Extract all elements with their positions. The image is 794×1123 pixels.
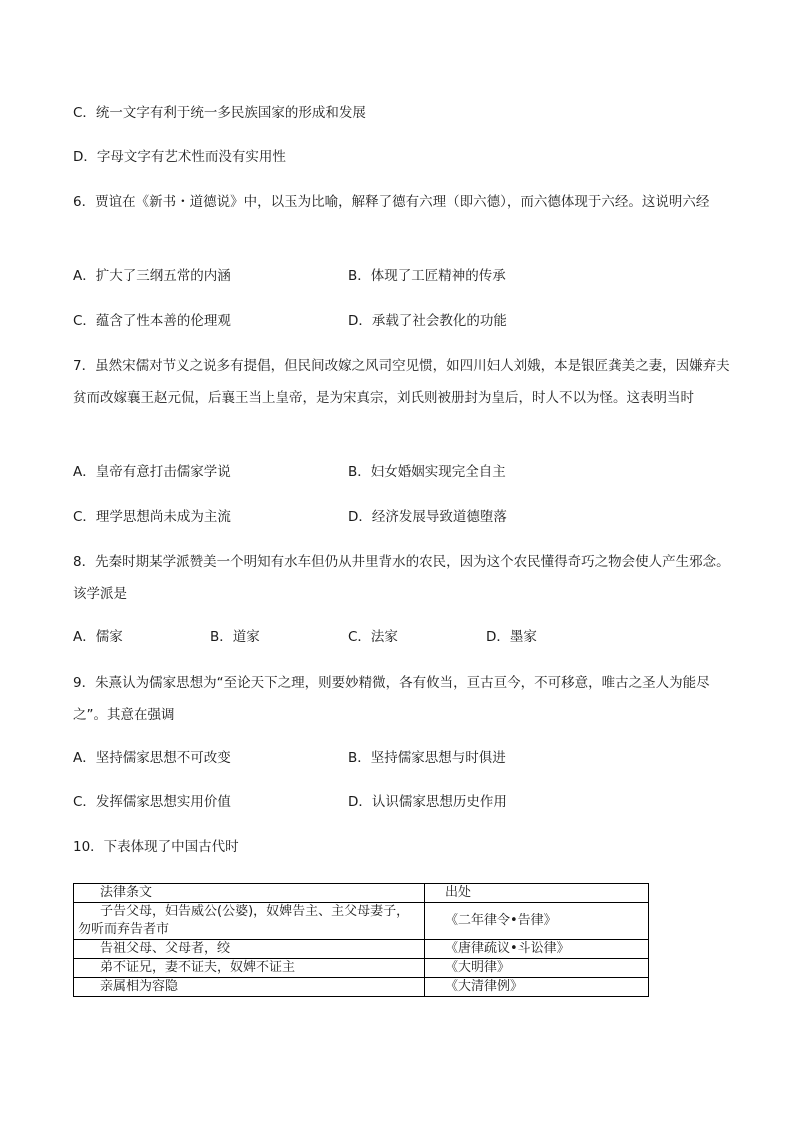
q7-stem: 7．虽然宋儒对节义之说多有提倡，但民间改嫁之风司空见惯，如四川妇人刘娥，本是银匠龚美之妻，因嫌弃夫贫而改嫁襄王赵元侃，后襄王当上皇帝，是为宋真宗，刘氏则被册封为皇后，时人不以为怪。这表明当时 [73,358,730,406]
law-text-cell: 子告父母，妇告威公(公婆)，奴婢告主、主父母妻子，勿听而弃告者市 [74,903,425,940]
q9-stem: 9．朱熹认为儒家思想为“至论天下之理，则要妙精微，各有攸当，亘古亘今，不可移意，唯古之圣人为能尽之”。其意在强调 [73,675,710,723]
table-header-row [74,884,649,903]
q9-option-b: B．坚持儒家思想与时俱进 [348,750,506,766]
q7-option-b: B．妇女婚姻实现完全自主 [348,464,506,480]
q9-option-c: C．发挥儒家思想实用价值 [73,794,231,810]
q6-option-b: B．体现了工匠精神的传承 [348,268,506,284]
q7-option-a: A．皇帝有意打击儒家学说 [73,464,231,480]
law-source-cell: 《大清律例》 [425,978,649,997]
q8-option-c: C．法家 [348,629,398,645]
q7-option-d: D．经济发展导致道德堕落 [348,509,507,525]
q10-stem: 10．下表体现了中国古代时 [73,839,239,855]
header-cell-text: 法律条文 [74,884,425,903]
law-text-cell: 亲属相为容隐 [74,978,425,997]
law-source-cell: 《二年律令•告律》 [425,903,649,940]
q8-option-d: D．墨家 [486,629,537,645]
law-text-cell: 弟不证兄，妻不证夫，奴婢不证主 [74,959,425,978]
q5-option-c: C．统一文字有利于统一多民族国家的形成和发展 [73,105,366,121]
q8-option-a: A．儒家 [73,629,123,645]
q6-option-a: A．扩大了三纲五常的内涵 [73,268,231,284]
q9-option-d: D．认识儒家思想历史作用 [348,794,507,810]
table-row [74,959,649,978]
table-row [74,940,649,959]
q7-option-c: C．理学思想尚未成为主流 [73,509,231,525]
q9-option-a: A．坚持儒家思想不可改变 [73,750,231,766]
law-source-cell: 《唐律疏议•斗讼律》 [425,940,649,959]
law-source-cell: 《大明律》 [425,959,649,978]
header-cell-source: 出处 [425,884,649,903]
law-table [73,883,649,997]
law-text-cell: 告祖父母、父母者，绞 [74,940,425,959]
table-row [74,903,649,940]
q6-option-c: C．蕴含了性本善的伦理观 [73,313,231,329]
q6-stem: 6．贾谊在《新书・道德说》中，以玉为比喻，解释了德有六理（即六德），而六德体现于六经。这说明六经 [73,194,710,210]
q6-option-d: D．承载了社会教化的功能 [348,313,507,329]
q8-stem: 8．先秦时期某学派赞美一个明知有水车但仍从井里背水的农民，因为这个农民懂得奇巧之物会使人产生邪念。该学派是 [73,554,730,602]
table-row [74,978,649,997]
q8-option-b: B．道家 [210,629,260,645]
q5-option-d: D．字母文字有艺术性而没有实用性 [73,149,286,165]
